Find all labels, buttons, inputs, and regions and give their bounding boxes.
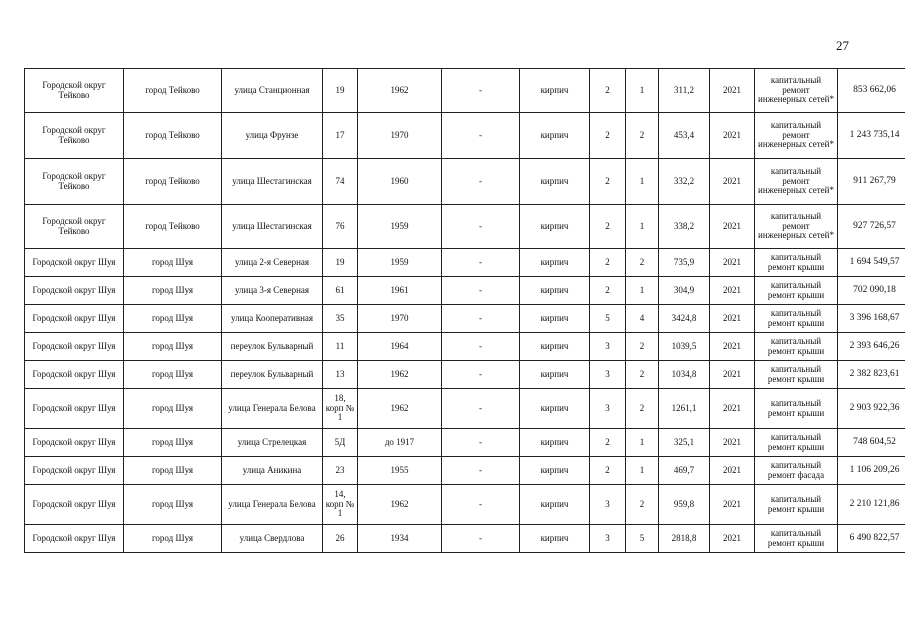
- floors-cell: 5: [590, 305, 626, 333]
- floors-cell: 3: [590, 361, 626, 389]
- entrances-cell: 5: [626, 525, 659, 553]
- floors-cell: 2: [590, 249, 626, 277]
- house-number-cell: 11: [323, 333, 358, 361]
- table-row: [25, 305, 905, 333]
- floors-cell: 2: [590, 69, 626, 113]
- reconstruction-year-cell: -: [442, 69, 520, 113]
- floors-cell: 2: [590, 113, 626, 159]
- plan-year-cell: 2021: [710, 485, 755, 525]
- municipality-cell: Городской округ Шуя: [25, 429, 124, 457]
- table-row: [25, 113, 905, 159]
- table-row: [25, 457, 905, 485]
- reconstruction-year-cell: -: [442, 277, 520, 305]
- wall-material-cell: кирпич: [520, 249, 590, 277]
- cost-cell: 927 726,57: [838, 205, 905, 249]
- floors-cell: 2: [590, 429, 626, 457]
- street-cell: улица Шестагинская: [222, 159, 323, 205]
- house-number-cell: 14, корп № 1: [323, 485, 358, 525]
- reconstruction-year-cell: -: [442, 205, 520, 249]
- area-cell: 1034,8: [659, 361, 710, 389]
- area-cell: 338,2: [659, 205, 710, 249]
- floors-cell: 2: [590, 205, 626, 249]
- work-type-cell: капитальный ремонт крыши: [755, 361, 838, 389]
- year-built-cell: 1964: [358, 333, 442, 361]
- house-number-cell: 61: [323, 277, 358, 305]
- street-cell: улица Свердлова: [222, 525, 323, 553]
- work-type-cell: капитальный ремонт крыши: [755, 277, 838, 305]
- street-cell: улица 2-я Северная: [222, 249, 323, 277]
- work-type-cell: капитальный ремонт фасада: [755, 457, 838, 485]
- house-number-cell: 74: [323, 159, 358, 205]
- work-type-cell: капитальный ремонт крыши: [755, 389, 838, 429]
- street-cell: улица Станционная: [222, 69, 323, 113]
- locality-cell: город Шуя: [124, 525, 222, 553]
- entrances-cell: 2: [626, 113, 659, 159]
- area-cell: 304,9: [659, 277, 710, 305]
- plan-year-cell: 2021: [710, 525, 755, 553]
- area-cell: 453,4: [659, 113, 710, 159]
- floors-cell: 3: [590, 525, 626, 553]
- year-built-cell: 1962: [358, 361, 442, 389]
- entrances-cell: 1: [626, 69, 659, 113]
- cost-cell: 1 243 735,14: [838, 113, 905, 159]
- wall-material-cell: кирпич: [520, 159, 590, 205]
- locality-cell: город Шуя: [124, 277, 222, 305]
- wall-material-cell: кирпич: [520, 305, 590, 333]
- table-row: [25, 429, 905, 457]
- area-cell: 325,1: [659, 429, 710, 457]
- table-row: [25, 389, 905, 429]
- area-cell: 311,2: [659, 69, 710, 113]
- cost-cell: 2 210 121,86: [838, 485, 905, 525]
- locality-cell: город Тейково: [124, 159, 222, 205]
- municipality-cell: Городской округ Шуя: [25, 277, 124, 305]
- year-built-cell: до 1917: [358, 429, 442, 457]
- plan-year-cell: 2021: [710, 277, 755, 305]
- street-cell: улица Генерала Белова: [222, 389, 323, 429]
- area-cell: 332,2: [659, 159, 710, 205]
- street-cell: переулок Бульварный: [222, 333, 323, 361]
- plan-year-cell: 2021: [710, 305, 755, 333]
- work-type-cell: капитальный ремонт крыши: [755, 485, 838, 525]
- municipality-cell: Городской округ Тейково: [25, 159, 124, 205]
- plan-year-cell: 2021: [710, 457, 755, 485]
- work-type-cell: капитальный ремонт инженерных сетей*: [755, 159, 838, 205]
- wall-material-cell: кирпич: [520, 69, 590, 113]
- year-built-cell: 1961: [358, 277, 442, 305]
- entrances-cell: 1: [626, 159, 659, 205]
- reconstruction-year-cell: -: [442, 389, 520, 429]
- plan-year-cell: 2021: [710, 205, 755, 249]
- municipality-cell: Городской округ Шуя: [25, 457, 124, 485]
- floors-cell: 3: [590, 389, 626, 429]
- cost-cell: 6 490 822,57: [838, 525, 905, 553]
- house-number-cell: 19: [323, 249, 358, 277]
- table-row: [25, 485, 905, 525]
- plan-year-cell: 2021: [710, 69, 755, 113]
- cost-cell: 748 604,52: [838, 429, 905, 457]
- wall-material-cell: кирпич: [520, 333, 590, 361]
- year-built-cell: 1962: [358, 69, 442, 113]
- municipality-cell: Городской округ Шуя: [25, 485, 124, 525]
- reconstruction-year-cell: -: [442, 159, 520, 205]
- entrances-cell: 1: [626, 429, 659, 457]
- year-built-cell: 1934: [358, 525, 442, 553]
- street-cell: улица 3-я Северная: [222, 277, 323, 305]
- reconstruction-year-cell: -: [442, 361, 520, 389]
- house-number-cell: 17: [323, 113, 358, 159]
- municipality-cell: Городской округ Тейково: [25, 69, 124, 113]
- cost-cell: 2 903 922,36: [838, 389, 905, 429]
- street-cell: улица Стрелецкая: [222, 429, 323, 457]
- table-row: [25, 361, 905, 389]
- work-type-cell: капитальный ремонт крыши: [755, 333, 838, 361]
- plan-year-cell: 2021: [710, 389, 755, 429]
- work-type-cell: капитальный ремонт инженерных сетей*: [755, 69, 838, 113]
- entrances-cell: 4: [626, 305, 659, 333]
- street-cell: улица Шестагинская: [222, 205, 323, 249]
- reconstruction-year-cell: -: [442, 485, 520, 525]
- year-built-cell: 1959: [358, 249, 442, 277]
- year-built-cell: 1959: [358, 205, 442, 249]
- wall-material-cell: кирпич: [520, 485, 590, 525]
- area-cell: 735,9: [659, 249, 710, 277]
- area-cell: 2818,8: [659, 525, 710, 553]
- area-cell: 959,8: [659, 485, 710, 525]
- plan-year-cell: 2021: [710, 361, 755, 389]
- reconstruction-year-cell: -: [442, 429, 520, 457]
- area-cell: 469,7: [659, 457, 710, 485]
- entrances-cell: 2: [626, 485, 659, 525]
- plan-year-cell: 2021: [710, 113, 755, 159]
- wall-material-cell: кирпич: [520, 205, 590, 249]
- plan-year-cell: 2021: [710, 333, 755, 361]
- municipality-cell: Городской округ Тейково: [25, 205, 124, 249]
- work-type-cell: капитальный ремонт инженерных сетей*: [755, 113, 838, 159]
- locality-cell: город Тейково: [124, 69, 222, 113]
- house-number-cell: 18, корп № 1: [323, 389, 358, 429]
- page-number: 27: [836, 38, 849, 53]
- wall-material-cell: кирпич: [520, 457, 590, 485]
- floors-cell: 2: [590, 159, 626, 205]
- entrances-cell: 2: [626, 333, 659, 361]
- work-type-cell: капитальный ремонт инженерных сетей*: [755, 205, 838, 249]
- wall-material-cell: кирпич: [520, 389, 590, 429]
- locality-cell: город Тейково: [124, 113, 222, 159]
- cost-cell: 2 393 646,26: [838, 333, 905, 361]
- work-type-cell: капитальный ремонт крыши: [755, 249, 838, 277]
- cost-cell: 853 662,06: [838, 69, 905, 113]
- wall-material-cell: кирпич: [520, 361, 590, 389]
- table-row: [25, 277, 905, 305]
- housing-repair-table: [24, 68, 905, 553]
- house-number-cell: 5Д: [323, 429, 358, 457]
- plan-year-cell: 2021: [710, 249, 755, 277]
- cost-cell: 911 267,79: [838, 159, 905, 205]
- cost-cell: 2 382 823,61: [838, 361, 905, 389]
- municipality-cell: Городской округ Шуя: [25, 361, 124, 389]
- house-number-cell: 23: [323, 457, 358, 485]
- entrances-cell: 2: [626, 249, 659, 277]
- house-number-cell: 13: [323, 361, 358, 389]
- year-built-cell: 1955: [358, 457, 442, 485]
- cost-cell: 702 090,18: [838, 277, 905, 305]
- municipality-cell: Городской округ Тейково: [25, 113, 124, 159]
- reconstruction-year-cell: -: [442, 113, 520, 159]
- locality-cell: город Шуя: [124, 429, 222, 457]
- area-cell: 3424,8: [659, 305, 710, 333]
- table-row: [25, 249, 905, 277]
- table-row: [25, 69, 905, 113]
- street-cell: улица Кооперативная: [222, 305, 323, 333]
- street-cell: улица Генерала Белова: [222, 485, 323, 525]
- municipality-cell: Городской округ Шуя: [25, 525, 124, 553]
- cost-cell: 1 106 209,26: [838, 457, 905, 485]
- table-row: [25, 159, 905, 205]
- street-cell: улица Фрунзе: [222, 113, 323, 159]
- municipality-cell: Городской округ Шуя: [25, 333, 124, 361]
- wall-material-cell: кирпич: [520, 429, 590, 457]
- locality-cell: город Шуя: [124, 361, 222, 389]
- work-type-cell: капитальный ремонт крыши: [755, 429, 838, 457]
- entrances-cell: 1: [626, 277, 659, 305]
- locality-cell: город Шуя: [124, 389, 222, 429]
- reconstruction-year-cell: -: [442, 249, 520, 277]
- locality-cell: город Тейково: [124, 205, 222, 249]
- street-cell: улица Аникина: [222, 457, 323, 485]
- municipality-cell: Городской округ Шуя: [25, 249, 124, 277]
- floors-cell: 3: [590, 333, 626, 361]
- year-built-cell: 1970: [358, 113, 442, 159]
- work-type-cell: капитальный ремонт крыши: [755, 525, 838, 553]
- plan-year-cell: 2021: [710, 159, 755, 205]
- reconstruction-year-cell: -: [442, 457, 520, 485]
- house-number-cell: 35: [323, 305, 358, 333]
- floors-cell: 3: [590, 485, 626, 525]
- year-built-cell: 1970: [358, 305, 442, 333]
- year-built-cell: 1962: [358, 389, 442, 429]
- wall-material-cell: кирпич: [520, 525, 590, 553]
- locality-cell: город Шуя: [124, 457, 222, 485]
- year-built-cell: 1960: [358, 159, 442, 205]
- locality-cell: город Шуя: [124, 333, 222, 361]
- floors-cell: 2: [590, 457, 626, 485]
- entrances-cell: 1: [626, 457, 659, 485]
- house-number-cell: 26: [323, 525, 358, 553]
- house-number-cell: 76: [323, 205, 358, 249]
- locality-cell: город Шуя: [124, 305, 222, 333]
- wall-material-cell: кирпич: [520, 277, 590, 305]
- area-cell: 1039,5: [659, 333, 710, 361]
- reconstruction-year-cell: -: [442, 333, 520, 361]
- cost-cell: 1 694 549,57: [838, 249, 905, 277]
- entrances-cell: 1: [626, 205, 659, 249]
- table-row: [25, 205, 905, 249]
- floors-cell: 2: [590, 277, 626, 305]
- reconstruction-year-cell: -: [442, 525, 520, 553]
- reconstruction-year-cell: -: [442, 305, 520, 333]
- cost-cell: 3 396 168,67: [838, 305, 905, 333]
- area-cell: 1261,1: [659, 389, 710, 429]
- work-type-cell: капитальный ремонт крыши: [755, 305, 838, 333]
- municipality-cell: Городской округ Шуя: [25, 389, 124, 429]
- table-row: [25, 333, 905, 361]
- house-number-cell: 19: [323, 69, 358, 113]
- locality-cell: город Шуя: [124, 485, 222, 525]
- locality-cell: город Шуя: [124, 249, 222, 277]
- wall-material-cell: кирпич: [520, 113, 590, 159]
- entrances-cell: 2: [626, 361, 659, 389]
- plan-year-cell: 2021: [710, 429, 755, 457]
- year-built-cell: 1962: [358, 485, 442, 525]
- table-row: [25, 525, 905, 553]
- street-cell: переулок Бульварный: [222, 361, 323, 389]
- entrances-cell: 2: [626, 389, 659, 429]
- municipality-cell: Городской округ Шуя: [25, 305, 124, 333]
